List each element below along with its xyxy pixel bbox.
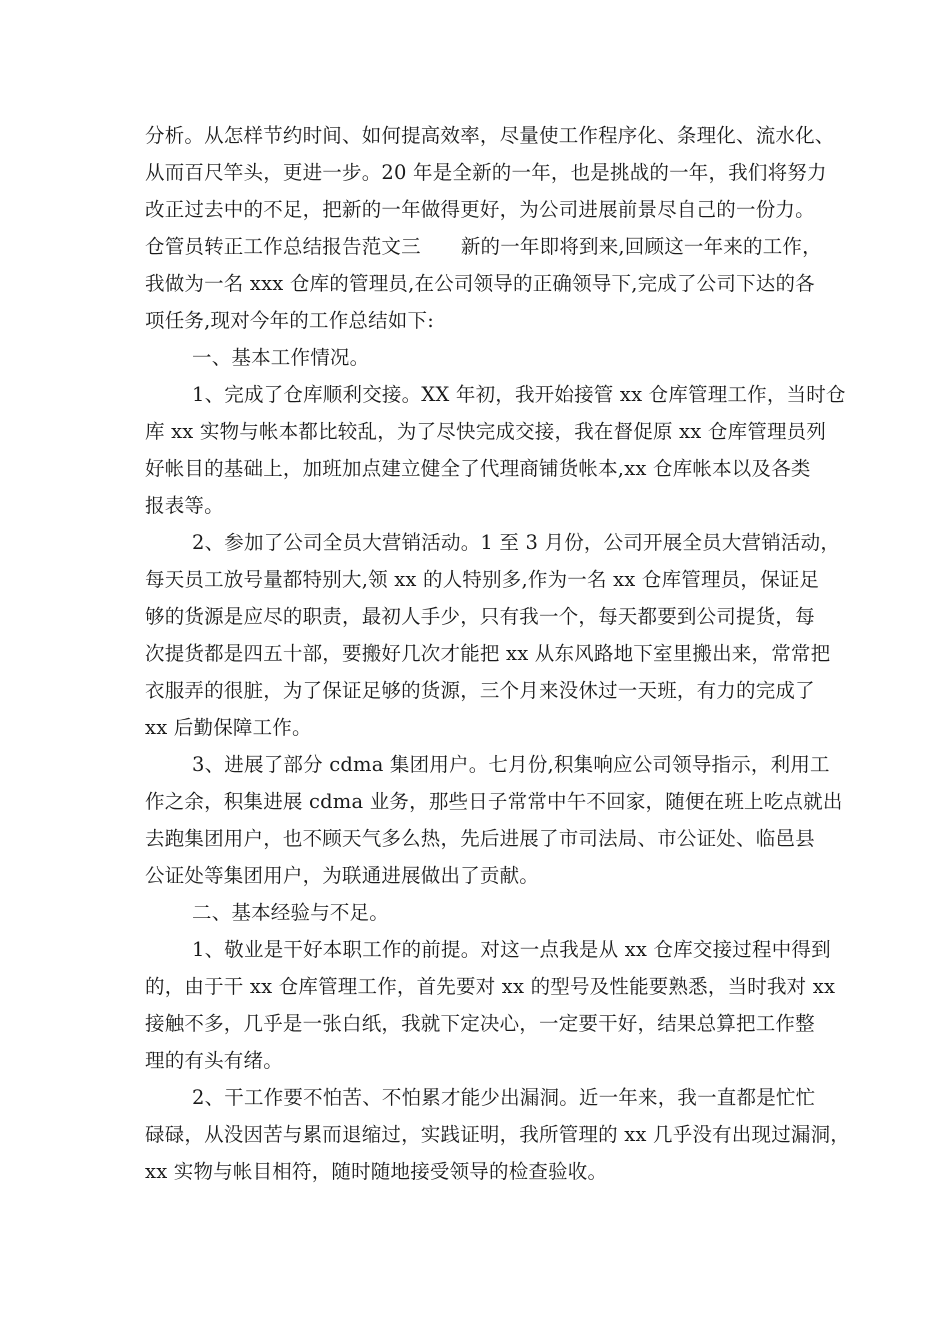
text-line: 每天员工放号量都特别大,领 xx 的人特别多,作为一名 xx 仓库管理员，保证足 [145, 568, 820, 591]
text-line: 分析。从怎样节约时间、如何提高效率，尽量使工作程序化、条理化、流水化、 [145, 124, 835, 147]
section-heading: 二、基本经验与不足。 [192, 901, 390, 924]
text-line: 1、完成了仓库顺利交接。XX 年初，我开始接管 xx 仓库管理工作，当时仓 [192, 383, 846, 406]
text-line: 碌碌，从没因苦与累而退缩过，实践证明，我所管理的 xx 几乎没有出现过漏洞， [145, 1123, 850, 1146]
text-line: 作之余，积集进展 cdma 业务，那些日子常常中午不回家，随便在班上吃点就出 [145, 790, 843, 813]
text-line: 库 xx 实物与帐本都比较乱，为了尽快完成交接，我在督促原 xx 仓库管理员列 [145, 420, 827, 443]
text-line: 次提货都是四五十部，要搬好几次才能把 xx 从东风路地下室里搬出来，常常把 [145, 642, 831, 665]
text-line: 2、参加了公司全员大营销活动。1 至 3 月份，公司开展全员大营销活动， [192, 531, 841, 554]
text-line: 的，由于干 xx 仓库管理工作，首先要对 xx 的型号及性能要熟悉，当时我对 xx [145, 975, 836, 998]
text-line: 好帐目的基础上，加班加点建立健全了代理商铺货帐本,xx 仓库帐本以及各类 [145, 457, 811, 480]
text-line: 我做为一名 xxx 仓库的管理员,在公司领导的正确领导下,完成了公司下达的各 [145, 272, 815, 295]
text-line: 去跑集团用户，也不顾天气多么热，先后进展了市司法局、市公证处、临邑县 [145, 827, 815, 850]
text-line: 公证处等集团用户，为联通进展做出了贡献。 [145, 864, 540, 887]
text-line: 理的有头有绪。 [145, 1049, 283, 1072]
text-line: 接触不多，几乎是一张白纸，我就下定决心，一定要干好，结果总算把工作整 [145, 1012, 815, 1035]
text-line: 3、进展了部分 cdma 集团用户。七月份,积集响应公司领导指示，利用工 [192, 753, 830, 776]
text-line: 1、敬业是干好本职工作的前提。对这一点我是从 xx 仓库交接过程中得到 [192, 938, 831, 961]
text-line: 改正过去中的不足，把新的一年做得更好，为公司进展前景尽自己的一份力。 [145, 198, 815, 221]
text-line: 项任务,现对今年的工作总结如下: [145, 309, 434, 332]
text-line [145, 235, 822, 259]
text-line: 2、干工作要不怕苦、不怕累才能少出漏洞。近一年来，我一直都是忙忙 [192, 1086, 816, 1109]
text-line: 够的货源是应尽的职责，最初人手少，只有我一个，每天都要到公司提货，每 [145, 605, 815, 628]
text-line: xx 后勤保障工作。 [145, 716, 312, 739]
text-line: 从而百尺竿头，更进一步。20 年是全新的一年，也是挑战的一年，我们将努力 [145, 161, 827, 184]
section-title: 仓管员转正工作总结报告范文三 [145, 235, 421, 258]
text-line: xx 实物与帐目相符，随时随地接受领导的检查验收。 [145, 1160, 608, 1183]
paragraph-start: 新的一年即将到来,回顾这一年来的工作， [460, 235, 822, 258]
text-line: 衣服弄的很脏，为了保证足够的货源，三个月来没休过一天班，有力的完成了 [145, 679, 815, 702]
section-heading: 一、基本工作情况。 [192, 346, 370, 369]
text-line: 报表等。 [145, 494, 224, 517]
